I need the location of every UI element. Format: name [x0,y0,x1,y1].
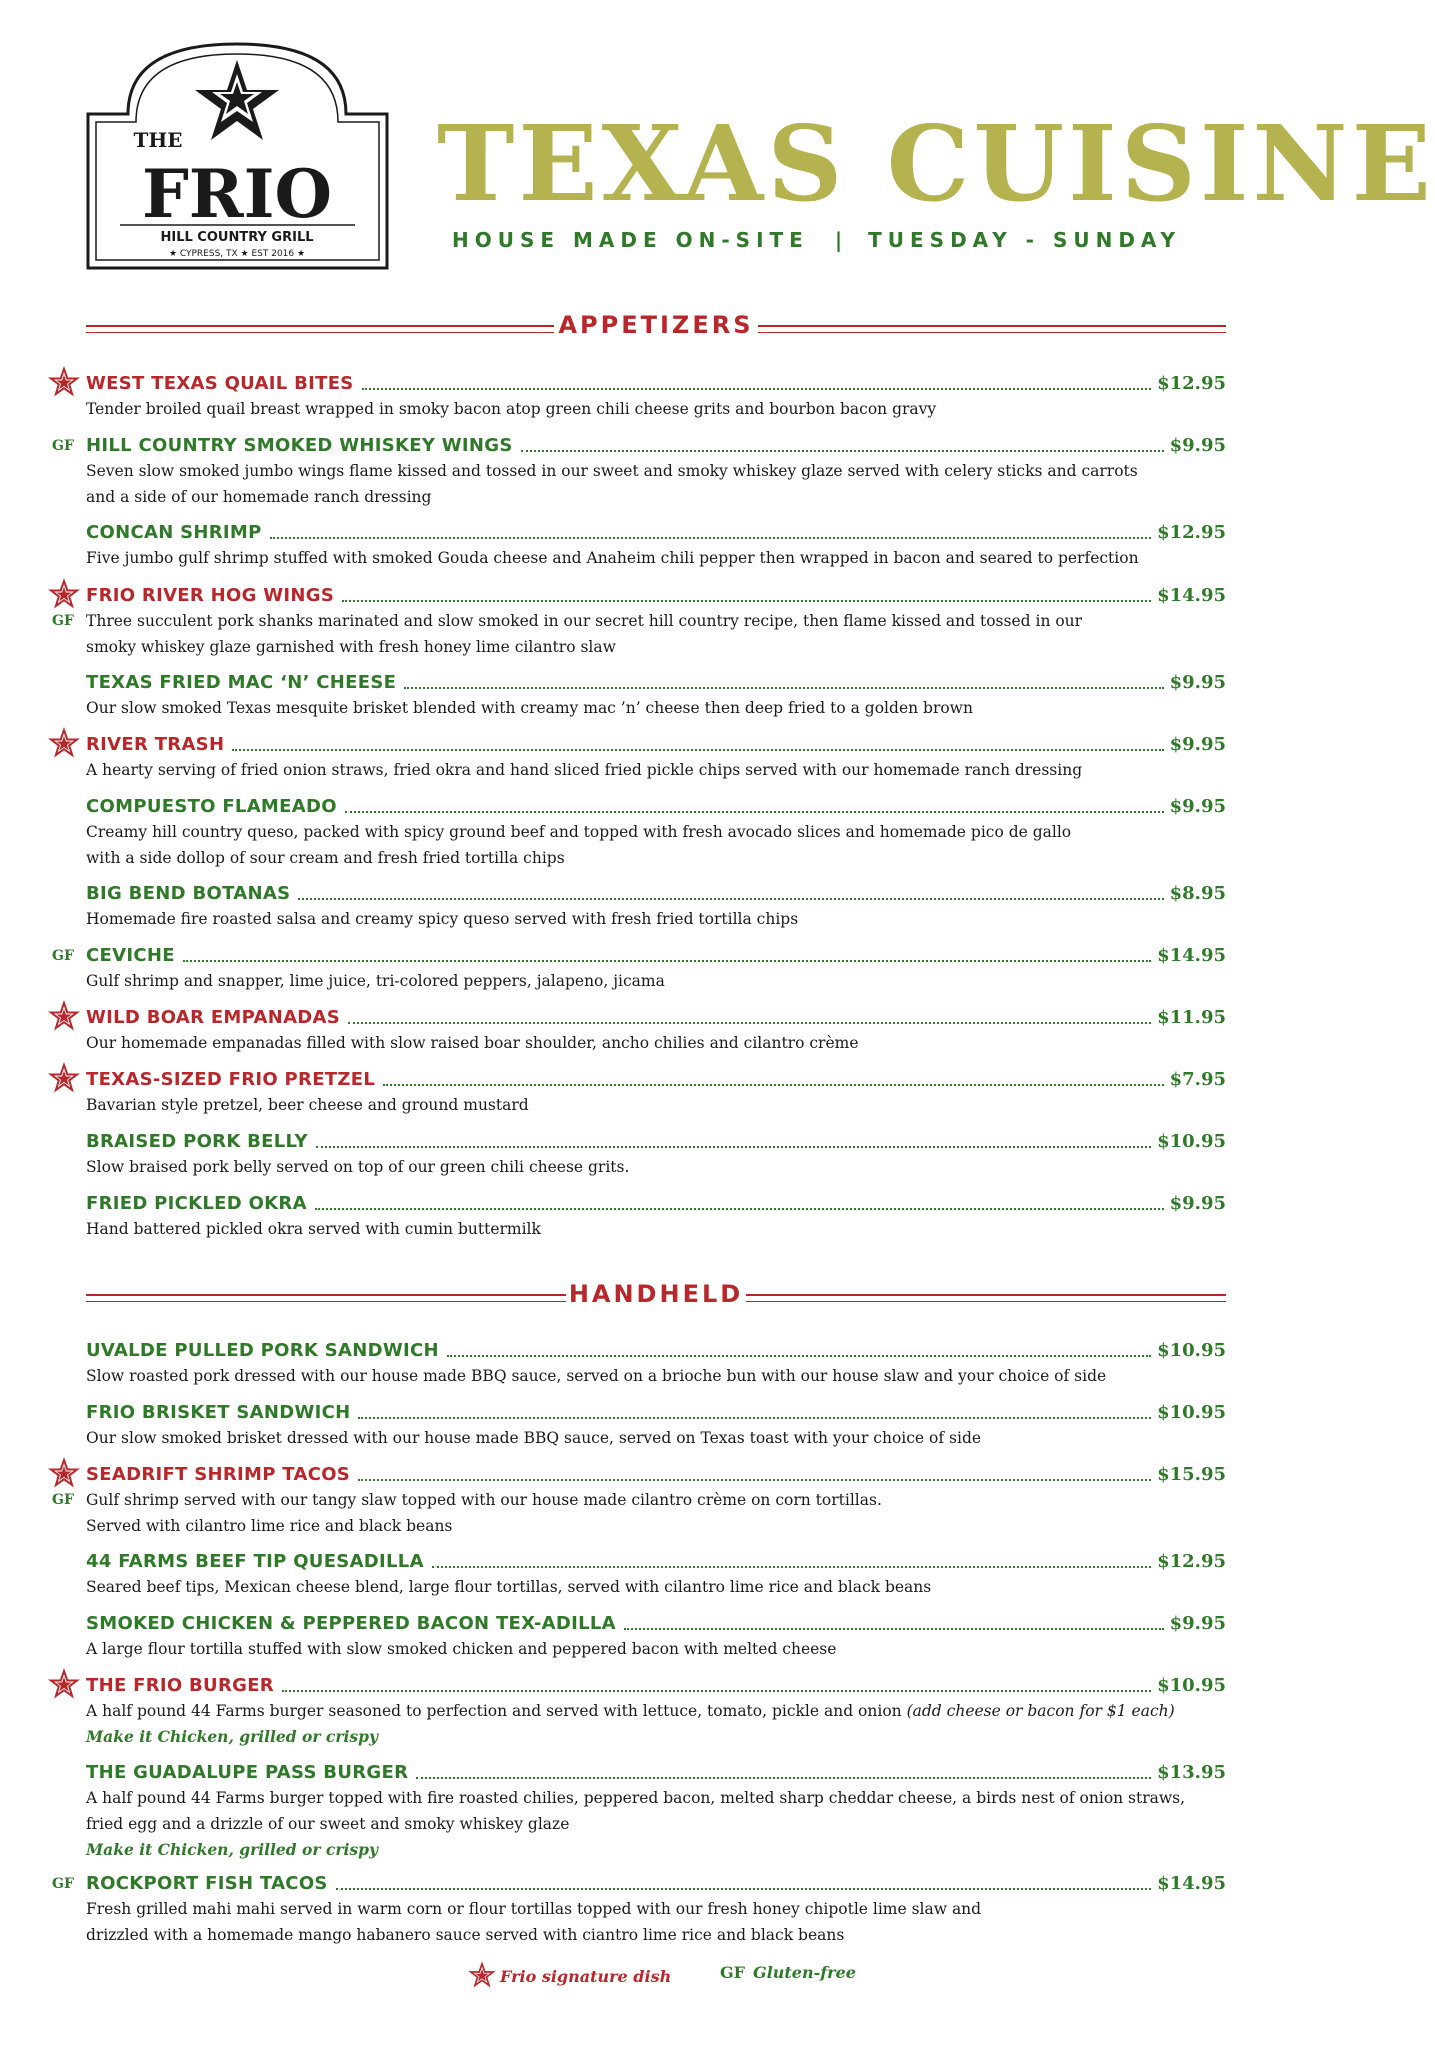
menu-item [86,1401,1226,1451]
menu-item-option-note: Make it Chicken, grilled or crispy [86,1727,378,1746]
menu-item-price: $12.95 [1157,522,1226,543]
menu-item [52,584,1226,660]
logo-location-text: ★ CYPRESS, TX ★ EST 2016 ★ [168,249,306,259]
menu-item-description [86,1364,1226,1389]
appetizers-heading-label: APPETIZERS [558,311,754,339]
menu-item-name: WEST TEXAS QUAIL BITES [86,373,354,394]
menu-item-price: $9.95 [1169,734,1226,755]
appetizers-heading [86,311,1226,341]
menu-item-option-note: Make it Chicken, grilled or crispy [86,1840,378,1859]
menu-item-price: $9.95 [1169,435,1226,456]
menu-item-description [86,696,1226,721]
menu-item-row [86,1130,1226,1154]
menu-item [52,1463,1226,1539]
dot-leader [232,749,1163,751]
handheld-heading [86,1280,1226,1310]
menu-item [86,1192,1226,1242]
menu-item-row [86,1612,1226,1636]
dot-leader [342,600,1151,602]
menu-item-row [86,944,1226,968]
heading-rule-right [746,1294,1226,1302]
dot-leader [336,1888,1151,1890]
heading-rule-right [758,325,1226,333]
menu-item-row [86,1463,1226,1487]
gluten-free-badge: GF [52,438,74,454]
dot-leader [348,1022,1151,1024]
menu-item-description-text: Our slow smoked Texas mesquite brisket blended with creamy mac ’n’ cheese then deep fried to a golden brown [86,699,973,717]
menu-item-name: THE FRIO BURGER [86,1675,274,1696]
menu-item-name: FRIED PICKLED OKRA [86,1193,307,1214]
menu-item-description [86,1093,1226,1118]
menu-item-row [86,1339,1226,1363]
menu-item-description-text: Homemade fire roasted salsa and creamy spicy queso served with fresh fried tortilla chips [86,910,799,928]
menu-item [86,1550,1226,1600]
dot-leader [521,450,1164,452]
star-icon [50,1002,78,1030]
menu-item-price: $15.95 [1157,1464,1226,1485]
dot-leader [447,1355,1151,1357]
menu-item-description [86,907,1226,932]
dot-leader [624,1628,1164,1630]
menu-item-price: $10.95 [1157,1675,1226,1696]
dot-leader [282,1690,1151,1692]
dot-leader [416,1777,1151,1779]
menu-item-description-text: Bavarian style pretzel, beer cheese and ground mustard [86,1096,529,1114]
menu-item-row [86,733,1226,757]
gluten-free-badge: GF [52,613,74,629]
menu-item-name: TEXAS-SIZED FRIO PRETZEL [86,1069,376,1090]
menu-item-description [86,459,1226,484]
handheld-heading-label: HANDHELD [568,1280,744,1308]
menu-item-price: $9.95 [1169,796,1226,817]
menu-item-description [86,1897,1226,1922]
menu-item-description-line2: drizzled with a homemade mango habanero sauce served with ciantro lime rice and black beans [86,1926,845,1944]
menu-item-description-line2: Served with cilantro lime rice and black beans [86,1517,453,1535]
dot-leader [270,537,1151,539]
star-icon [50,368,78,396]
menu-item-description [86,1786,1226,1811]
menu-item-row [86,671,1226,695]
dot-leader [404,687,1163,689]
dot-leader [383,1084,1164,1086]
menu-item-description [86,758,1226,783]
menu-item-description [86,609,1226,634]
menu-item-row [86,521,1226,545]
menu-item-row [86,1401,1226,1425]
menu-item-description [86,1575,1226,1600]
tagline-right: TUESDAY - SUNDAY [868,228,1181,252]
menu-item [86,372,1226,422]
logo-sub-text: HILL COUNTRY GRILL [160,230,314,245]
menu-item-name: COMPUESTO FLAMEADO [86,796,337,817]
menu-item-name: FRIO BRISKET SANDWICH [86,1402,351,1423]
menu-item-row [86,795,1226,819]
menu-item-row [86,1068,1226,1092]
dot-leader [316,1146,1151,1148]
star-icon [50,729,78,757]
menu-item [86,733,1226,783]
menu-item [86,1130,1226,1180]
menu-item-name: SMOKED CHICKEN & PEPPERED BACON TEX-ADILLA [86,1613,616,1634]
menu-item-row [86,1674,1226,1698]
menu-item-description-text: Gulf shrimp served with our tangy slaw topped with our house made cilantro crème on corn tortillas. [86,1491,882,1509]
menu-item-price: $11.95 [1157,1007,1226,1028]
menu-item-row [86,1872,1226,1896]
menu-item-description-text: Slow braised pork belly served on top of our green chili cheese grits. [86,1158,630,1176]
menu-item-addon-note: (add cheese or bacon for $1 each) [906,1702,1175,1720]
menu-item-description-text: Tender broiled quail breast wrapped in smoky bacon atop green chili cheese grits and bourbon bacon gravy [86,400,937,418]
menu-item-description [86,1031,1226,1056]
menu-item-row [86,372,1226,396]
menu-item-description-line2: with a side dollop of sour cream and fresh fried tortilla chips [86,849,565,867]
menu-item-description-text: Seven slow smoked jumbo wings flame kissed and tossed in our sweet and smoky whiskey glaze served with celery sticks and carrots [86,462,1138,480]
menu-item-description [86,1637,1226,1662]
menu-item [86,1612,1226,1662]
menu-item-description-text: Five jumbo gulf shrimp stuffed with smoked Gouda cheese and Anaheim chili pepper then wrapped in bacon and seared to perfection [86,549,1139,567]
menu-item-description [86,1488,1226,1513]
menu-item-description [86,969,1226,994]
tagline-left: HOUSE MADE ON-SITE [452,228,809,252]
tagline [452,228,1181,252]
menu-item-description-line2: smoky whiskey glaze garnished with fresh honey lime cilantro slaw [86,638,616,656]
menu-item-description [86,820,1226,845]
legend-gf-mark: GF [720,1963,746,1982]
menu-item-description [86,1217,1226,1242]
menu-item-price: $12.95 [1157,1551,1226,1572]
star-icon [50,1064,78,1092]
menu-item-name: WILD BOAR EMPANADAS [86,1007,341,1028]
menu-item [86,1761,1226,1862]
menu-item-description [86,397,1226,422]
dot-leader [358,1417,1151,1419]
menu-item-name: BIG BEND BOTANAS [86,883,291,904]
menu-item-description-text: A half pound 44 Farms burger seasoned to perfection and served with lettuce, tomato, pickle and onion [86,1702,902,1720]
frio-logo [84,42,391,272]
menu-item-price: $14.95 [1157,585,1226,606]
menu-item-description-text: Our slow smoked brisket dressed with our house made BBQ sauce, served on Texas toast with your choice of side [86,1429,982,1447]
menu-item-price: $7.95 [1169,1069,1226,1090]
menu-item-name: SEADRIFT SHRIMP TACOS [86,1464,351,1485]
dot-leader [358,1479,1151,1481]
menu-item-row [86,1192,1226,1216]
menu-item-description [86,546,1226,571]
menu-item-name: CONCAN SHRIMP [86,522,262,543]
dot-leader [315,1208,1164,1210]
menu-item-description-text: Creamy hill country queso, packed with spicy ground beef and topped with fresh avocado slices and homemade pico de gallo [86,823,1072,841]
menu-item-description-text: Hand battered pickled okra served with cumin buttermilk [86,1220,541,1238]
menu-item-name: ROCKPORT FISH TACOS [86,1873,328,1894]
menu-item [86,1006,1226,1056]
menu-item-name: BRAISED PORK BELLY [86,1131,308,1152]
menu-item [52,434,1226,510]
menu-item-price: $12.95 [1157,373,1226,394]
menu-item-description [86,1426,1226,1451]
menu-item [86,882,1226,932]
gluten-free-badge: GF [52,1876,74,1892]
menu-item-name: UVALDE PULLED PORK SANDWICH [86,1340,439,1361]
menu-item [52,944,1226,994]
page-title: TEXAS CUISINE [437,102,1435,225]
menu-item-row [86,1761,1226,1785]
menu-item-description-text: Gulf shrimp and snapper, lime juice, tri-colored peppers, jalapeno, jicama [86,972,665,990]
menu-item-price: $8.95 [1169,883,1226,904]
menu-item-price: $10.95 [1157,1340,1226,1361]
dot-leader [345,811,1164,813]
menu-item-price: $13.95 [1157,1762,1226,1783]
menu-item-description-text: Slow roasted pork dressed with our house made BBQ sauce, served on a brioche bun with our house slaw and your choice of side [86,1367,1107,1385]
menu-item-name: FRIO RIVER HOG WINGS [86,585,335,606]
menu-item [52,1872,1226,1948]
menu-item-price: $9.95 [1169,672,1226,693]
menu-item-row [86,584,1226,608]
star-icon [50,580,78,608]
menu-item-description-line2: fried egg and a drizzle of our sweet and smoky whiskey glaze [86,1815,570,1833]
menu-item-description-text: A large flour tortilla stuffed with slow smoked chicken and peppered bacon with melted cheese [86,1640,837,1658]
legend-signature-label: Frio signature dish [500,1967,672,1986]
menu-item-price: $10.95 [1157,1402,1226,1423]
menu-item-row [86,1006,1226,1030]
gluten-free-badge: GF [52,948,74,964]
menu-item-price: $14.95 [1157,945,1226,966]
menu-item-price: $9.95 [1169,1613,1226,1634]
menu-item-description [86,1155,1226,1180]
menu-item-price: $10.95 [1157,1131,1226,1152]
menu-item [86,521,1226,571]
tagline-separator: | [834,228,843,252]
menu-item-description-text: A half pound 44 Farms burger topped with fire roasted chilies, peppered bacon, melted sharp cheddar cheese, a birds nest of onion straws, [86,1789,1186,1807]
menu-item-description-text: Seared beef tips, Mexican cheese blend, large flour tortillas, served with cilantro lime rice and black beans [86,1578,932,1596]
menu-item-name: RIVER TRASH [86,734,225,755]
logo-name-text: FRIO [141,155,333,233]
menu-item [86,1674,1226,1749]
dot-leader [432,1566,1151,1568]
menu-item-name: CEVICHE [86,945,175,966]
logo-the-text: THE [133,128,183,152]
menu-item-price: $14.95 [1157,1873,1226,1894]
menu-item-description-text: Three succulent pork shanks marinated and slow smoked in our secret hill country recipe, then flame kissed and tossed in our [86,612,1083,630]
legend-gf-label: Gluten-free [753,1963,856,1982]
dot-leader [298,898,1163,900]
menu-item-description-text: A hearty serving of fried onion straws, fried okra and hand sliced fried pickle chips served with our homemade ranch dressing [86,761,1083,779]
legend-signature [470,1963,671,1987]
star-icon [50,1670,78,1698]
menu-item-row [86,882,1226,906]
menu-item-name: HILL COUNTRY SMOKED WHISKEY WINGS [86,435,513,456]
star-icon [470,1963,494,1987]
dot-leader [362,388,1152,390]
menu-item-name: 44 FARMS BEEF TIP QUESADILLA [86,1551,424,1572]
menu-item-description-text: Fresh grilled mahi mahi served in warm corn or flour tortillas topped with our fresh honey chipotle lime slaw and [86,1900,982,1918]
menu-item-description-line2: and a side of our homemade ranch dressing [86,488,432,506]
menu-item-price: $9.95 [1169,1193,1226,1214]
menu-item-name: TEXAS FRIED MAC ‘N’ CHEESE [86,672,397,693]
menu-item [86,671,1226,721]
star-icon [50,1459,78,1487]
menu-item-name: THE GUADALUPE PASS BURGER [86,1762,409,1783]
menu-item-row [86,434,1226,458]
menu-item-description-text: Our homemade empanadas filled with slow raised boar shoulder, ancho chilies and cilantro crème [86,1034,859,1052]
gluten-free-badge: GF [52,1492,74,1508]
menu-item [86,1068,1226,1118]
legend-gf [720,1963,856,1982]
menu-item-description [86,1699,1226,1724]
menu-item [86,1339,1226,1389]
menu-item [86,795,1226,871]
dot-leader [183,960,1151,962]
menu-item-row [86,1550,1226,1574]
